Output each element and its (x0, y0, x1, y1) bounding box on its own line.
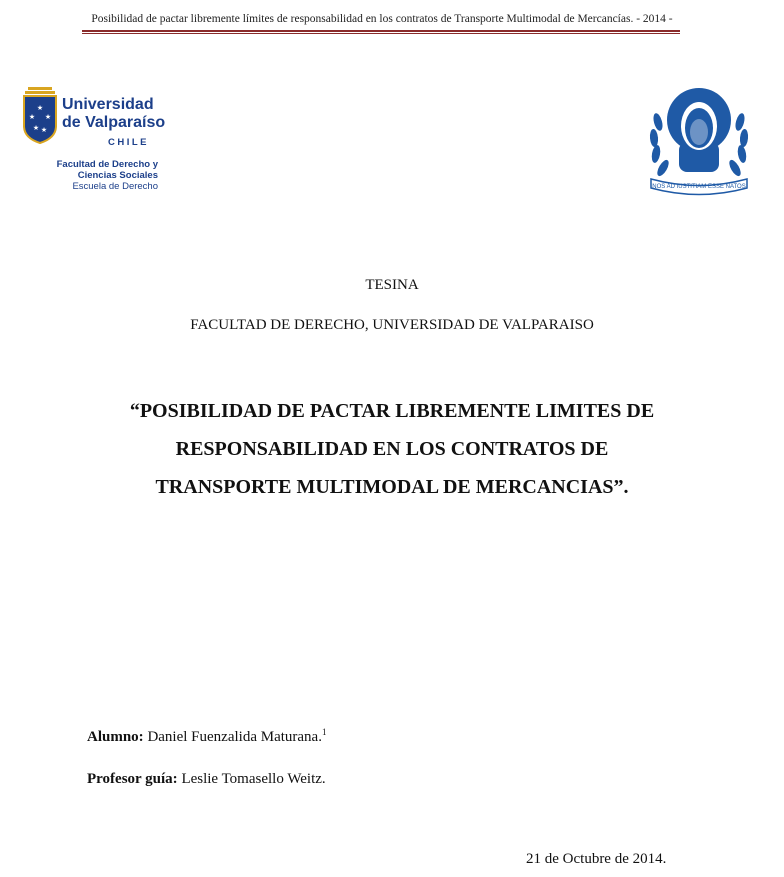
title-line-3: TRANSPORTE MULTIMODAL DE MERCANCIAS”. (155, 476, 629, 498)
svg-text:★: ★ (28, 113, 36, 121)
school-name: Escuela de Derecho (72, 181, 158, 192)
svg-text:★: ★ (36, 104, 44, 112)
document-date: 21 de Octubre de 2014. (526, 851, 667, 867)
university-name-line-2: de Valparaíso (62, 114, 166, 131)
student-line (87, 729, 326, 746)
faculty-seal-icon (643, 82, 755, 198)
university-name-line-1: Universidad (62, 96, 154, 113)
running-header: Posibilidad de pactar libremente límites de responsabilidad en los contratos de Transporte Multimodal de Mercancías. - 2014 - (91, 13, 673, 25)
student-name: Daniel Fuenzalida Maturana. (147, 729, 322, 745)
university-shield-icon (22, 86, 58, 144)
student-label: Alumno: (87, 729, 144, 745)
svg-text:★: ★ (32, 124, 40, 132)
header-rule (82, 30, 680, 34)
faculty-line: FACULTAD DE DERECHO, UNIVERSIDAD DE VALPARAISO (190, 317, 594, 333)
faculty-line-1: Facultad de Derecho y (56, 159, 158, 170)
faculty-line-2: Ciencias Sociales (77, 170, 158, 181)
seal-motto: NOS AD IUSTITIAM ESSE NATOS (652, 184, 746, 190)
advisor-name: Leslie Tomasello Weitz. (181, 771, 326, 787)
university-name (62, 96, 165, 132)
svg-text:★: ★ (40, 126, 48, 134)
university-faculty (57, 159, 158, 192)
document-type: TESINA (365, 277, 419, 293)
title-line-1: “POSIBILIDAD DE PACTAR LIBREMENTE LIMITES DE (129, 400, 655, 422)
title-line-2: RESPONSABILIDAD EN LOS CONTRATOS DE (175, 438, 609, 460)
footnote-marker: 1 (321, 727, 327, 737)
advisor-line (87, 771, 326, 788)
svg-text:★: ★ (44, 113, 52, 121)
university-logo (22, 86, 166, 198)
university-country: CHILE (108, 137, 149, 148)
advisor-label: Profesor guía: (87, 771, 178, 787)
